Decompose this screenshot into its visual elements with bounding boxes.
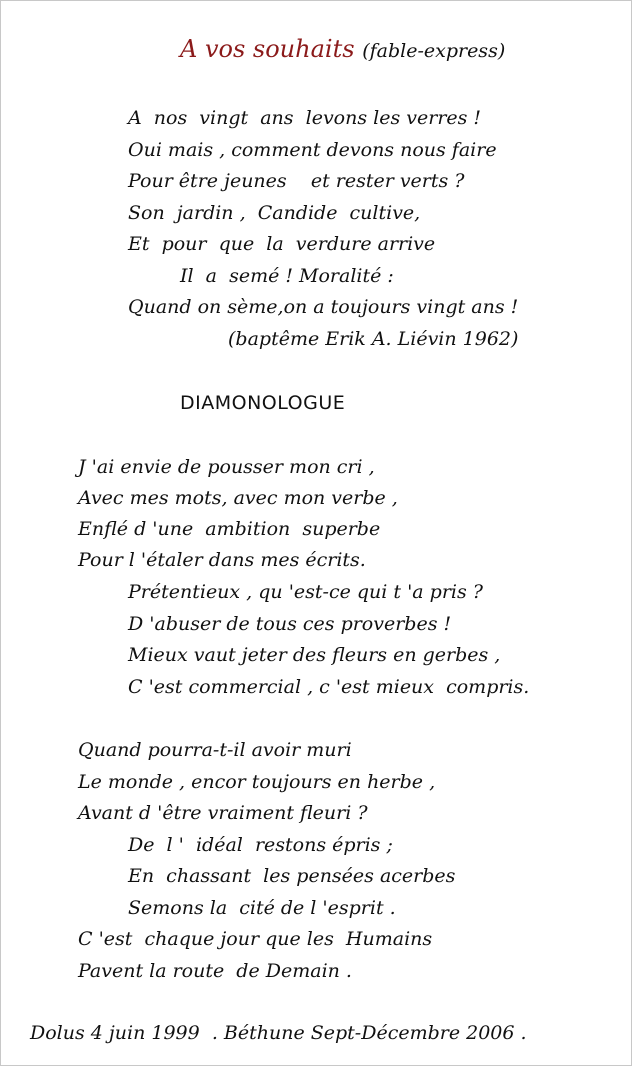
fable-title-main: A vos souhaits <box>180 35 355 63</box>
poem-line: De l ' idéal restons épris ; <box>128 834 393 856</box>
poem-line: Quand pourra-t-il avoir muri <box>78 739 352 761</box>
fable-signature: (baptême Erik A. Liévin 1962) <box>228 328 519 350</box>
fable-line: Oui mais , comment devons nous faire <box>128 139 497 161</box>
footer-dateline: Dolus 4 juin 1999 . Béthune Sept-Décembre 2006 . <box>30 1022 527 1044</box>
poem-line: En chassant les pensées acerbes <box>128 865 456 887</box>
fable-title <box>180 34 505 66</box>
poem-line: Pour l 'étaler dans mes écrits. <box>78 549 366 571</box>
poem-line: Pavent la route de Demain . <box>78 960 352 982</box>
fable-line: Son jardin , Candide cultive, <box>128 202 421 224</box>
fable-subtitle: (fable-express) <box>362 40 506 62</box>
fable-line: Pour être jeunes et rester verts ? <box>128 170 465 192</box>
poem-line: C 'est commercial , c 'est mieux compris. <box>128 676 530 698</box>
poem-heading: DIAMONOLOGUE <box>180 392 346 414</box>
fable-line: Il a semé ! Moralité : <box>180 265 394 287</box>
fable-line: Quand on sème,on a toujours vingt ans ! <box>128 296 519 318</box>
poem-line: C 'est chaque jour que les Humains <box>78 928 433 950</box>
poem-line: Le monde , encor toujours en herbe , <box>78 771 436 793</box>
poem-line: D 'abuser de tous ces proverbes ! <box>128 613 452 635</box>
poem-line: J 'ai envie de pousser mon cri , <box>78 456 375 478</box>
poem-line: Semons la cité de l 'esprit . <box>128 897 396 919</box>
poem-line: Enflé d 'une ambition superbe <box>78 518 381 540</box>
poem-line: Mieux vaut jeter des fleurs en gerbes , <box>128 644 501 666</box>
fable-line: Et pour que la verdure arrive <box>128 233 436 255</box>
poem-line: Avec mes mots, avec mon verbe , <box>78 487 398 509</box>
fable-line: A nos vingt ans levons les verres ! <box>128 107 482 129</box>
poem-line: Prétentieux , qu 'est-ce qui t 'a pris ? <box>128 581 483 603</box>
poem-line: Avant d 'être vraiment fleuri ? <box>78 802 368 824</box>
